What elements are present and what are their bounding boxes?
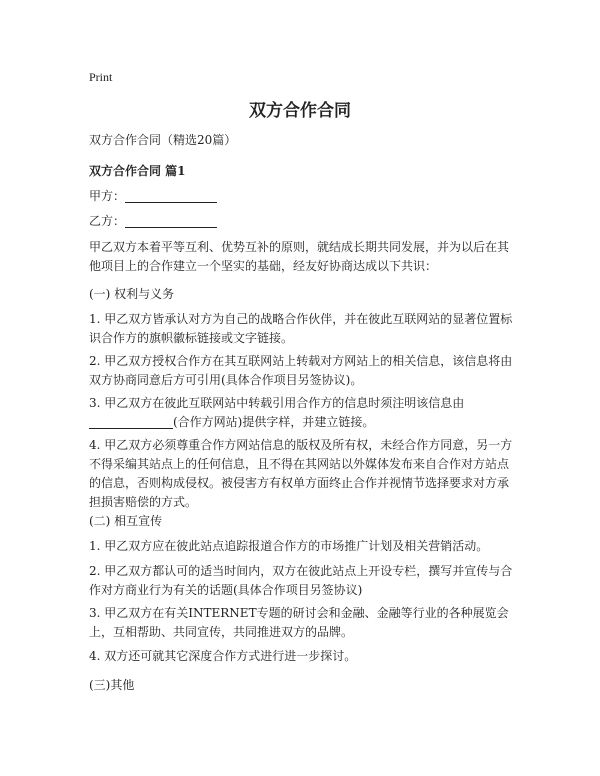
party-a-row (89, 187, 514, 206)
party-b-blank (125, 214, 217, 228)
clause-1-1: 1. 甲乙双方皆承认对方为自己的战略合作伙伴，并在彼此互联网站的显著位置标识合作方的旗帜徽标链接或文字链接。 (89, 312, 513, 345)
clause-1-2: 2. 甲乙双方授权合作方在其互联网站上转载对方网站上的相关信息，该信息将由双方协商同意后方可引用(具体合作项目另签协议)。 (89, 354, 513, 387)
section-heading-1: (一) 权利与义务 (89, 287, 175, 301)
clause-1-4: 4. 甲乙双方必须尊重合作方网站信息的版权及所有权，未经合作方同意，另一方不得采编其站点上的任何信息，且不得在其网站以外媒体发布来自合作对方站点的信息，否则构成侵权。被侵害方有权单方面终止合作并视情节选择要求对方承担损害赔偿的方式。 (89, 438, 513, 509)
section-heading-3: (三)其他 (89, 678, 135, 692)
party-a-blank (125, 189, 217, 203)
intro-paragraph: 甲乙双方本着平等互利、优势互补的原则，就结成长期共同发展，并为以后在其他项目上的合作建立一个坚实的基础，经友好协商达成以下共识： (89, 240, 510, 273)
clause-2-4: 4. 双方还可就其它深度合作方式进行进一步探讨。 (89, 649, 357, 663)
clause-2-3: 3. 甲乙双方在有关INTERNET专题的研讨会和金融、金融等行业的各种展览会上，互相帮助、共同宣传，共同推进双方的品牌。 (89, 606, 509, 639)
clause-2-1: 1. 甲乙双方应在彼此站点追踪报道合作方的市场推广计划及相关营销活动。 (89, 539, 489, 553)
clause-1-3-text-b: (合作方网站)提供字样，并建立链接。 (173, 415, 375, 429)
section-heading-2: (二) 相互宣传 (89, 514, 163, 528)
document-title: 双方合作合同 (249, 101, 351, 121)
clause-1-3-blank (89, 415, 173, 429)
party-b-row (89, 212, 514, 231)
section-title: 双方合作合同 篇1 (89, 164, 186, 178)
document-subtitle: 双方合作合同（精选20篇） (89, 133, 237, 147)
party-b-label: 乙方： (89, 214, 126, 228)
clause-2-2: 2. 甲乙双方都认可的适当时间内，双方在彼此站点上开设专栏，撰写并宣传与合作对方商业行为有关的话题(具体合作项目另签协议) (89, 564, 513, 597)
party-a-label: 甲方： (89, 189, 126, 203)
clause-1-3 (89, 394, 514, 432)
print-label: Print (89, 70, 113, 84)
clause-1-3-text-a: 3. 甲乙双方在彼此互联网站中转载引用合作方的信息时须注明该信息由 (89, 396, 465, 410)
